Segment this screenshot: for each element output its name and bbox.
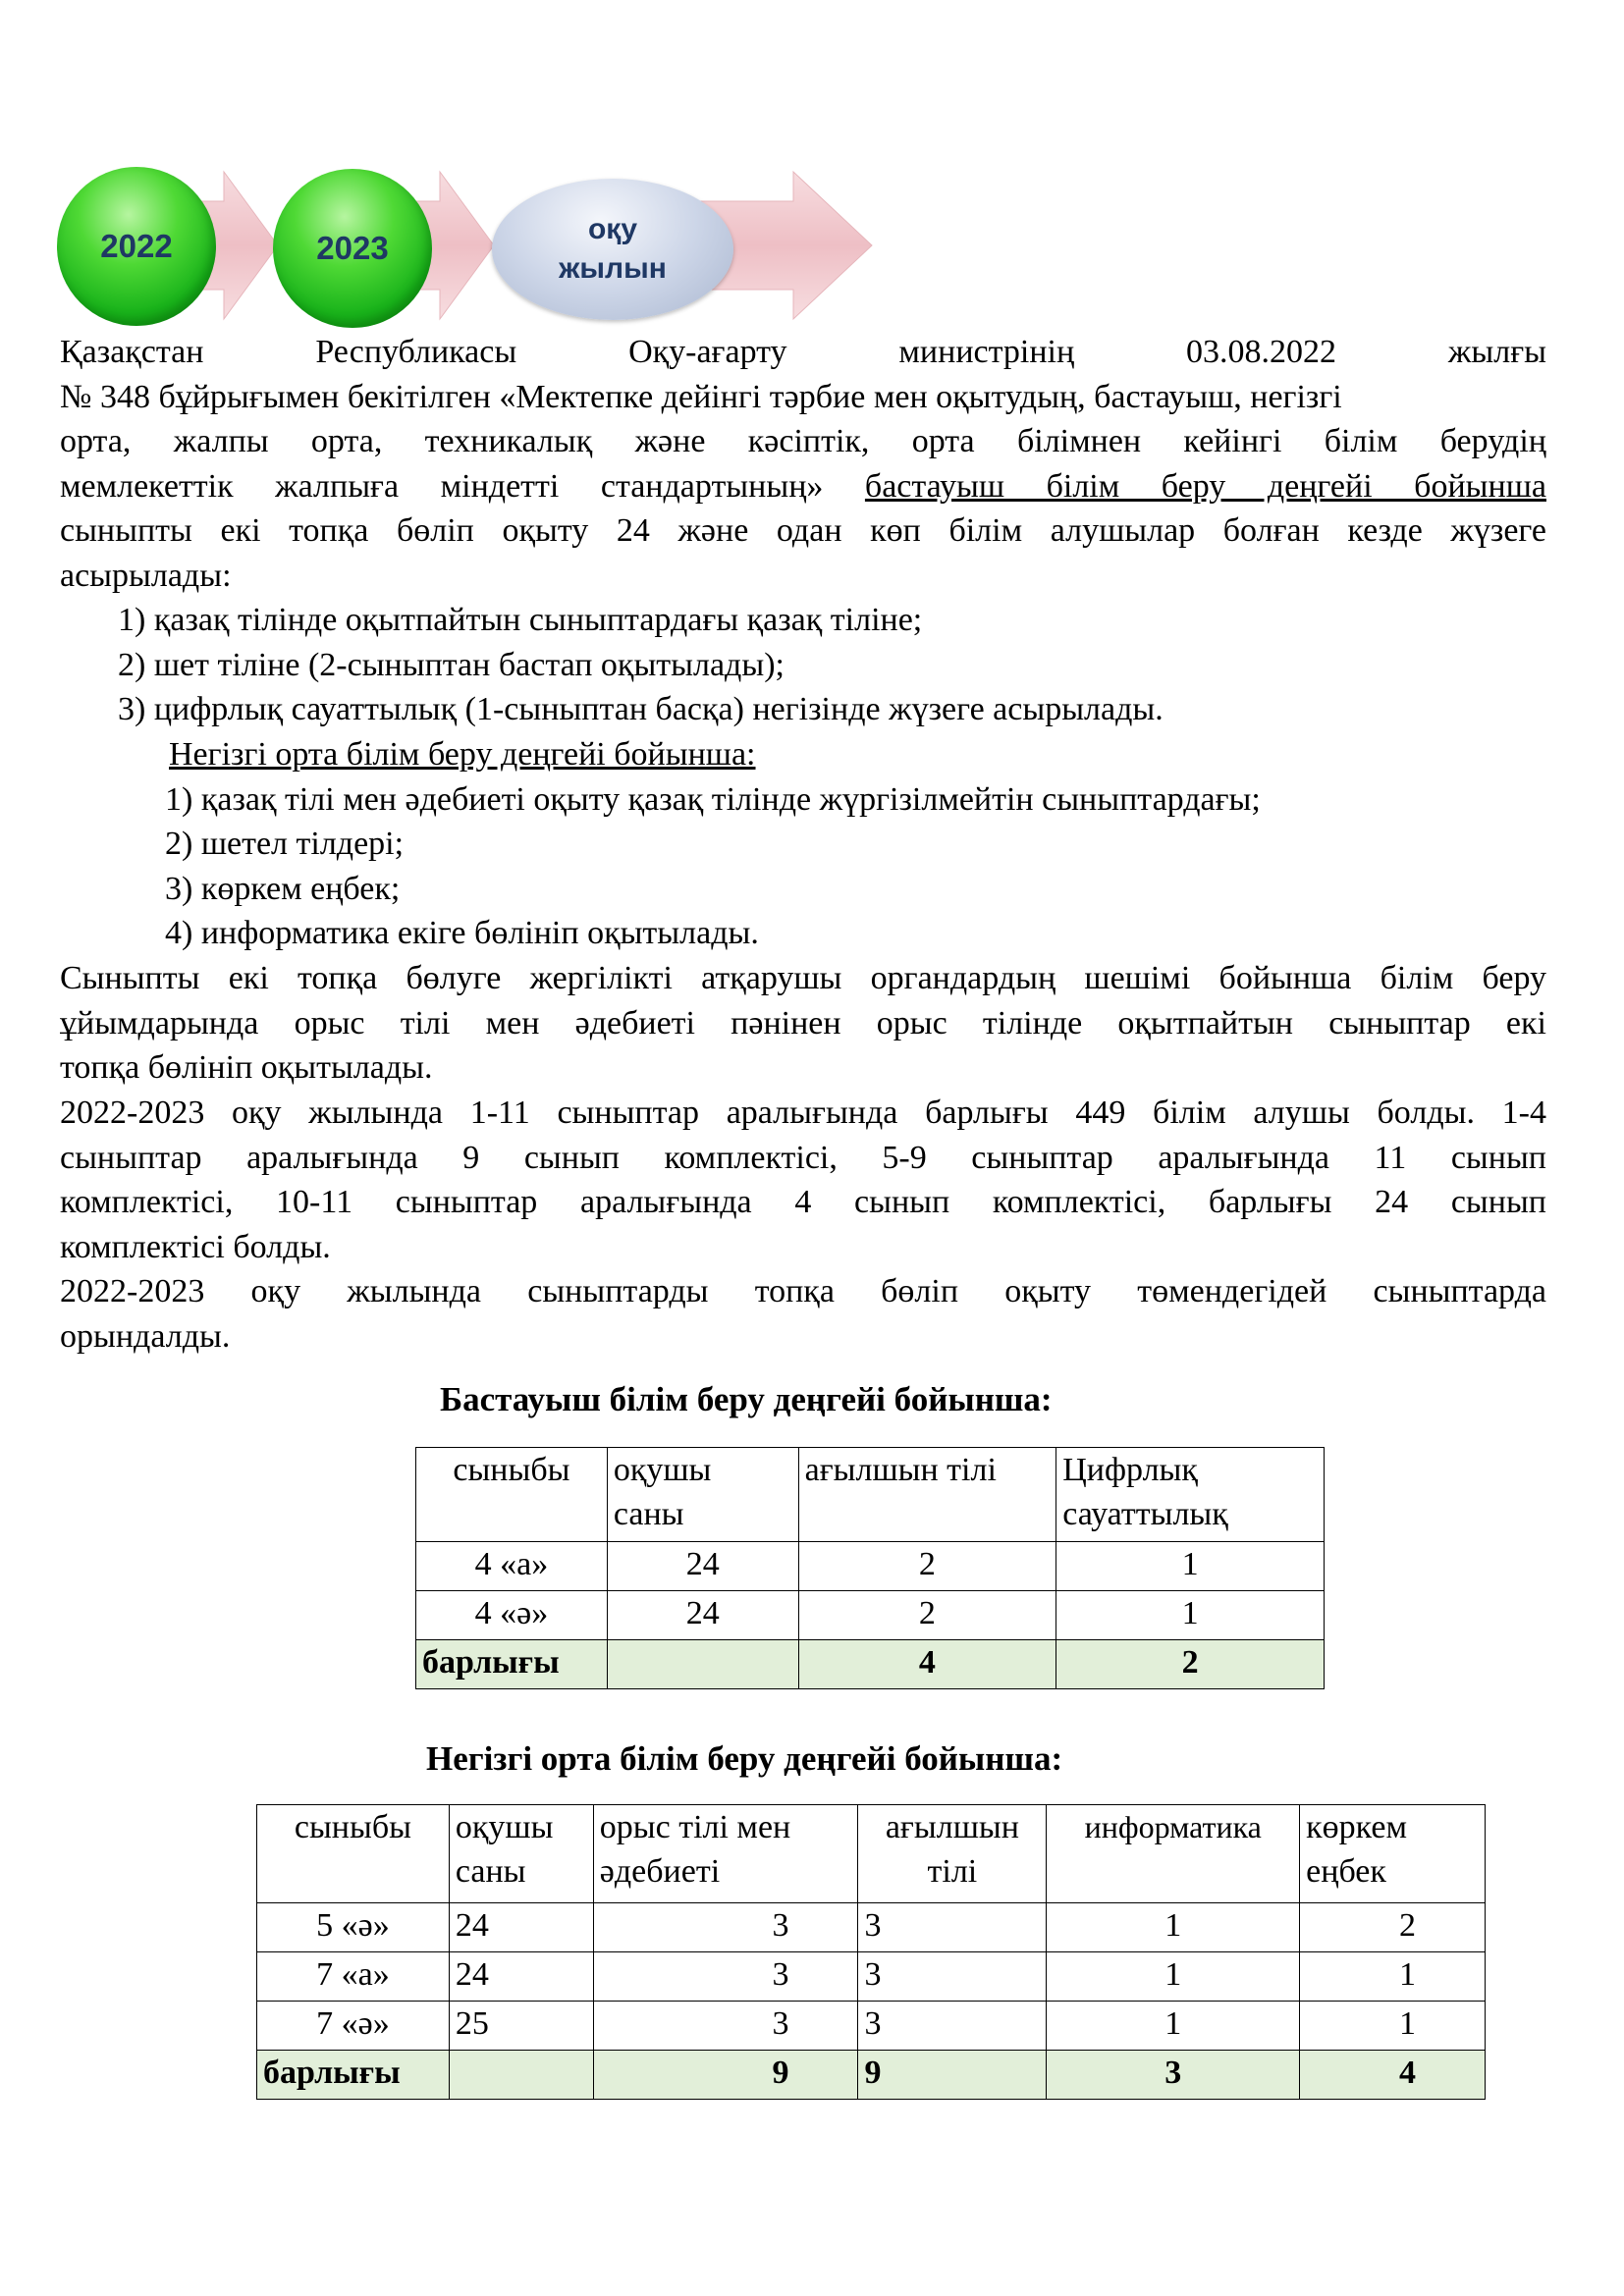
list-item: [165, 777, 1261, 823]
cell-art: 1: [1300, 2002, 1486, 2051]
split-paragraph: [60, 956, 1546, 1091]
intro-line-4-text: мемлекеттік жалпыға міндетті стандартының»: [60, 467, 865, 505]
year-end: 2023: [316, 230, 389, 266]
cell-art: 2: [1300, 1903, 1486, 1952]
cell-students: 24: [607, 1591, 798, 1640]
header-digital-1: Цифрлық: [1062, 1452, 1198, 1488]
intro-line-3: орта, жалпы орта, техникалық және кәсіптік, орта білімнен кейінгі білім берудің: [60, 423, 1546, 459]
cell-digital: 1: [1056, 1542, 1325, 1591]
counts-line-2: сыныптар аралығында 9 сынып комплектісі, 5-9 сыныптар аралығында 11 сынып: [60, 1139, 1546, 1176]
header-cell: [1056, 1448, 1325, 1542]
table-total-row: [416, 1640, 1325, 1689]
secondary-heading: Негізгі орта білім беру деңгейі бойынша:: [169, 736, 756, 773]
table-total-row: [257, 2051, 1486, 2100]
year-circle-start: [57, 167, 216, 326]
cell-total-art: 4: [1300, 2051, 1486, 2100]
list-item: [118, 687, 1164, 732]
header-students-1: оқушы: [455, 1809, 554, 1845]
cell-students: 24: [607, 1542, 798, 1591]
list-number: 1): [118, 602, 146, 638]
list-text: информатика екіге бөлініп оқытылады.: [200, 915, 759, 951]
list-text: шетел тілдері;: [200, 826, 405, 862]
intro-line-1: Қазақстан Республикасы Оқу-ағарту министрінің 03.08.2022 жылғы: [60, 334, 1546, 370]
cell-russian: 3: [593, 1952, 858, 2002]
list-number: 1): [165, 781, 193, 818]
header-cell: [798, 1448, 1056, 1542]
header-english-2: тілі: [927, 1853, 978, 1890]
header-class: сыныбы: [453, 1452, 570, 1488]
header-cell: [1300, 1805, 1486, 1903]
header-english: ағылшын тілі: [804, 1452, 997, 1488]
header-cell: [257, 1805, 450, 1903]
label-line-2: жылын: [559, 252, 667, 285]
intro-underlined-phrase: бастауыш білім беру деңгейі бойынша: [864, 467, 1546, 505]
groups-paragraph: [60, 1269, 1546, 1359]
list-text: цифрлық сауаттылық (1-сыныптан басқа) негізінде жүзеге асырылады.: [153, 691, 1164, 727]
header-russian-1: орыс тілі мен: [599, 1809, 791, 1845]
header-students-2: саны: [455, 1853, 526, 1890]
cell-english: 3: [858, 2002, 1047, 2051]
cell-class: 4 «ә»: [416, 1591, 608, 1640]
header-english-1: ағылшын: [885, 1809, 1019, 1845]
list-text: көркем еңбек;: [200, 871, 401, 907]
split-line-1: Сыныпты екі топқа бөлуге жергілікті атқарушы органдардың шешімі бойынша білім беру: [60, 960, 1546, 996]
cell-total-students: [607, 1640, 798, 1689]
table-row: [257, 1903, 1486, 1952]
cell-english: 3: [858, 1952, 1047, 2002]
header-art-2: еңбек: [1306, 1853, 1386, 1890]
intro-line-6: асырылады:: [60, 557, 232, 594]
primary-level-table: [415, 1447, 1325, 1689]
table-row: [257, 1952, 1486, 2002]
table-header-row: [416, 1448, 1325, 1542]
academic-year-graphic: [57, 167, 882, 324]
cell-total-students: [449, 2051, 593, 2100]
academic-year-label: [492, 179, 733, 320]
split-line-3: топқа бөлініп оқытылады.: [60, 1049, 433, 1086]
cell-english: 2: [798, 1591, 1056, 1640]
list-item: [165, 911, 759, 956]
table1-caption: Бастауыш білім беру деңгейі бойынша:: [440, 1380, 1053, 1418]
cell-russian: 3: [593, 1903, 858, 1952]
cell-class: 4 «а»: [416, 1542, 608, 1591]
list-text: шет тіліне (2-сыныптан бастап оқытылады);: [153, 647, 785, 683]
cell-russian: 3: [593, 2002, 858, 2051]
header-cell: [593, 1805, 858, 1903]
header-cell: [858, 1805, 1047, 1903]
table-row: [257, 2002, 1486, 2051]
list-item: [118, 598, 922, 643]
cell-total-english: 4: [798, 1640, 1056, 1689]
intro-paragraph: [60, 330, 1546, 598]
header-cell: [607, 1448, 798, 1542]
cell-total-label: барлығы: [257, 2051, 450, 2100]
header-cell: [449, 1805, 593, 1903]
cell-total-label: барлығы: [416, 1640, 608, 1689]
header-russian-2: әдебиеті: [599, 1853, 721, 1890]
cell-class: 5 «ә»: [257, 1903, 450, 1952]
cell-total-digital: 2: [1056, 1640, 1325, 1689]
cell-digital: 1: [1056, 1591, 1325, 1640]
intro-line-4: [60, 464, 1546, 509]
header-digital-2: сауаттылық: [1062, 1496, 1228, 1532]
cell-english: 3: [858, 1903, 1047, 1952]
list-item: [165, 867, 400, 912]
header-students-2: саны: [613, 1496, 684, 1532]
table-row: [416, 1542, 1325, 1591]
year-start: 2022: [100, 228, 173, 264]
intro-line-5: сыныпты екі топқа бөліп оқыту 24 және одан көп білім алушылар болған кезде жүзеге: [60, 512, 1546, 549]
header-cell: [416, 1448, 608, 1542]
list-number: 2): [165, 826, 193, 862]
list-number: 4): [165, 915, 193, 951]
list-number: 2): [118, 647, 146, 683]
cell-informatics: 1: [1047, 1952, 1300, 2002]
list-item: [165, 822, 404, 867]
counts-paragraph: [60, 1091, 1546, 1269]
split-line-2: ұйымдарында орыс тілі мен әдебиеті пәнінен орыс тілінде оқытпайтын сыныптар екі: [60, 1004, 1546, 1041]
cell-informatics: 1: [1047, 1903, 1300, 1952]
cell-class: 7 «ә»: [257, 2002, 450, 2051]
counts-line-1: 2022-2023 оқу жылында 1-11 сыныптар аралығында барлығы 449 білім алушы болды. 1-4: [60, 1095, 1546, 1131]
intro-line-2: № 348 бұйрығымен бекітілген «Мектепке дейінгі тәрбие мен оқытудың, бастауыш, негізгі: [60, 378, 1342, 415]
cell-total-english: 9: [858, 2051, 1047, 2100]
cell-informatics: 1: [1047, 2002, 1300, 2051]
table-row: [416, 1591, 1325, 1640]
cell-students: 24: [449, 1903, 593, 1952]
groups-line-1: 2022-2023 оқу жылында сыныптарды топқа бөліп оқыту төмендегідей сыныптарда: [60, 1273, 1546, 1309]
groups-line-2: орындалды.: [60, 1317, 231, 1355]
label-line-1: оқу: [587, 213, 638, 245]
cell-english: 2: [798, 1542, 1056, 1591]
counts-line-4: комплектісі болды.: [60, 1228, 331, 1265]
list-text: қазақ тілі мен әдебиеті оқыту қазақ тілінде жүргізілмейтін сыныптардағы;: [200, 781, 1261, 818]
year-circle-end: [273, 169, 432, 328]
secondary-level-table: [256, 1804, 1486, 2100]
cell-students: 24: [449, 1952, 593, 2002]
list-number: 3): [165, 871, 193, 907]
list-text: қазақ тілінде оқытпайтын сыныптардағы қазақ тіліне;: [153, 602, 923, 638]
header-informatics: информатика: [1084, 1809, 1262, 1844]
table2-caption: Негізгі орта білім беру деңгейі бойынша:: [426, 1739, 1063, 1778]
cell-art: 1: [1300, 1952, 1486, 2002]
list-item: [118, 643, 785, 688]
cell-students: 25: [449, 2002, 593, 2051]
counts-line-3: комплектісі, 10-11 сыныптар аралығында 4 сынып комплектісі, барлығы 24 сынып: [60, 1184, 1546, 1220]
cell-total-informatics: 3: [1047, 2051, 1300, 2100]
header-cell: [1047, 1805, 1300, 1903]
header-students-1: оқушы: [613, 1452, 712, 1488]
cell-class: 7 «а»: [257, 1952, 450, 2002]
list-number: 3): [118, 691, 146, 727]
header-class: сыныбы: [294, 1809, 411, 1845]
cell-total-russian: 9: [593, 2051, 858, 2100]
header-art-1: көркем: [1306, 1809, 1407, 1845]
table-header-row: [257, 1805, 1486, 1903]
